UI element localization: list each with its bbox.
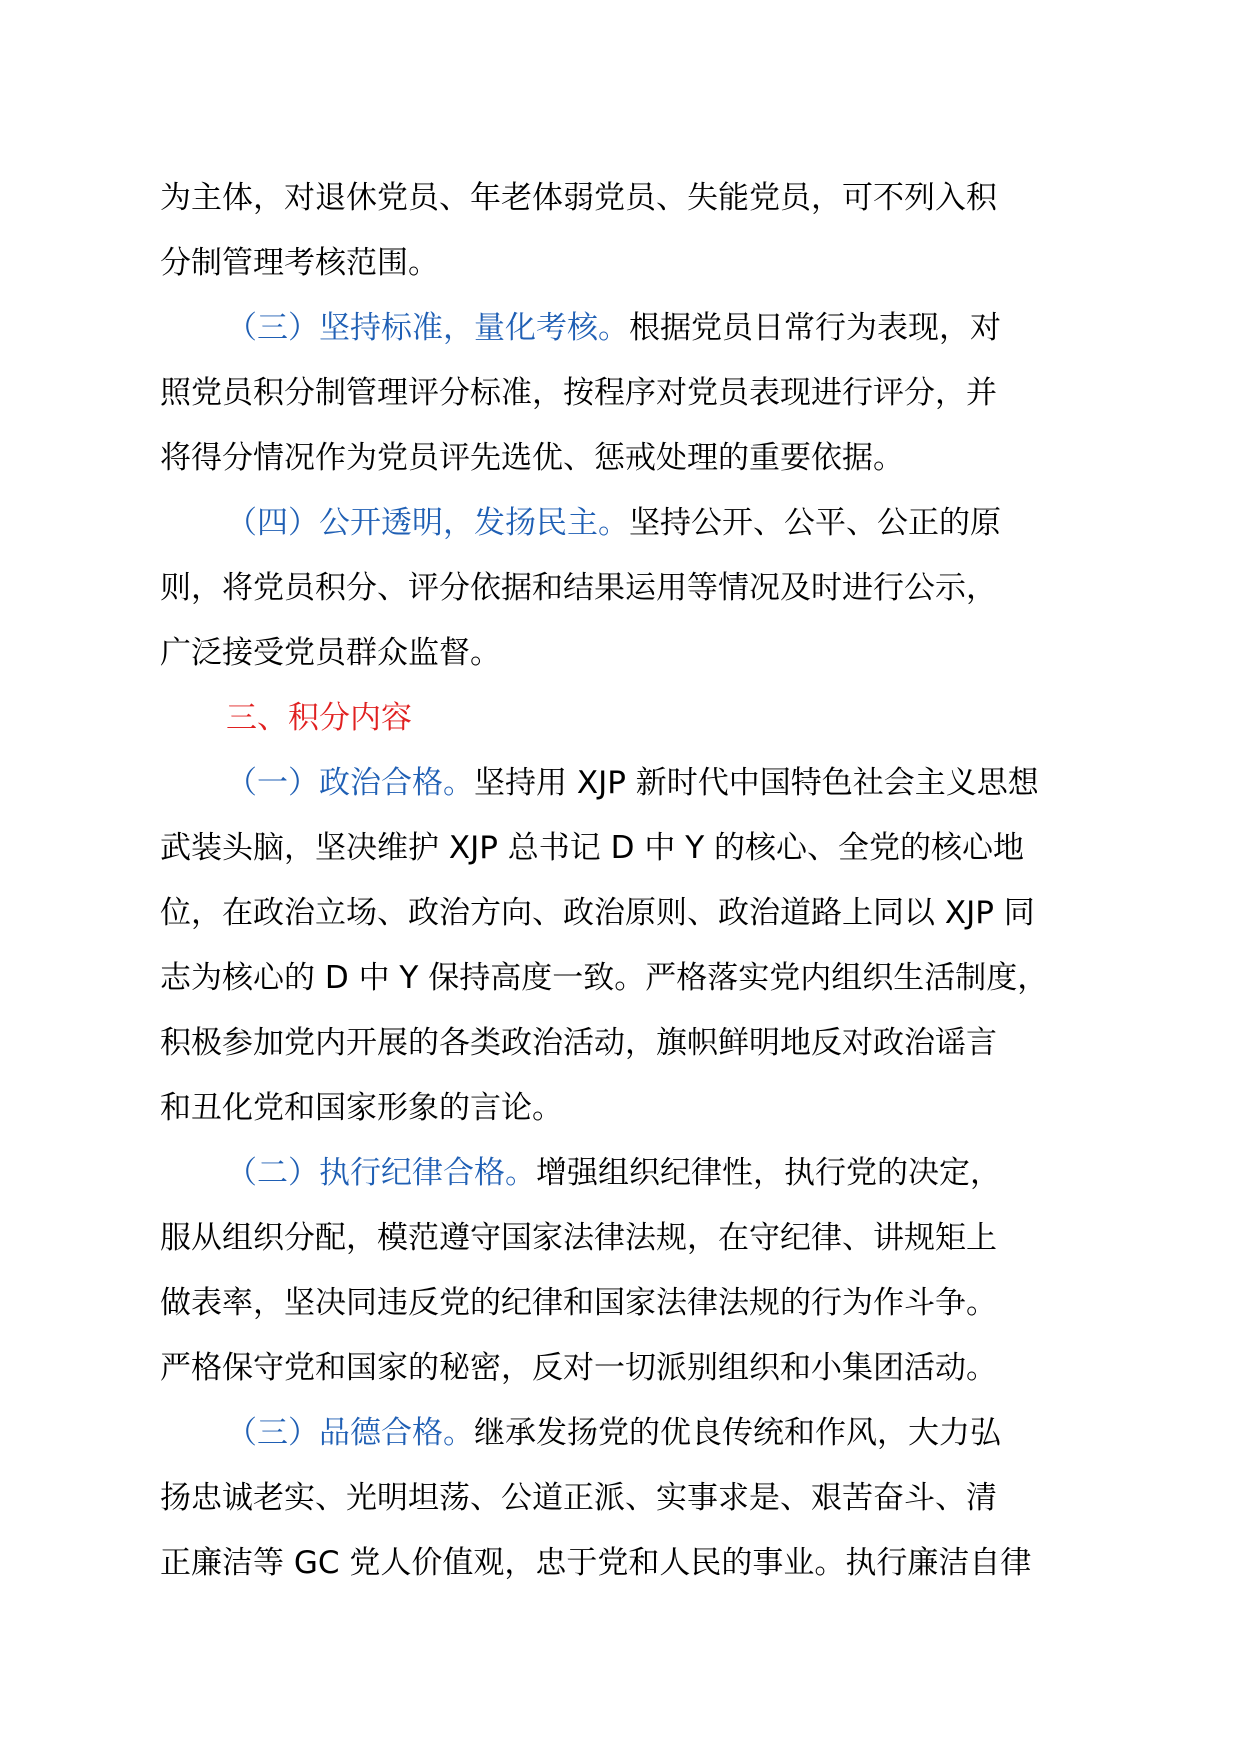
section-heading-line <box>160 686 1120 751</box>
body-text: 服从组织分配，模范遵守国家法律法规，在守纪律、讲规矩上 <box>160 1220 997 1256</box>
body-text: 积极参加党内开展的各类政治活动，旗帜鲜明地反对政治谣言 <box>160 1025 997 1061</box>
body-text: 广泛接受党员群众监督。 <box>160 635 501 671</box>
paragraph-line <box>160 1206 1120 1271</box>
body-text: 为主体，对退休党员、年老体弱党员、失能党员，可不列入积 <box>160 180 997 216</box>
paragraph-line <box>160 1531 1120 1596</box>
paragraph-line <box>160 1011 1120 1076</box>
body-text: 正廉洁等 GC 党人价值观，忠于党和人民的事业。执行廉洁自律 <box>160 1545 1032 1581</box>
subheading: （二）执行纪律合格。 <box>226 1155 536 1191</box>
body-text: 严格保守党和国家的秘密，反对一切派别组织和小集团活动。 <box>160 1350 997 1386</box>
body-text: 位，在政治立场、政治方向、政治原则、政治道路上同以 XJP 同 <box>160 895 1035 931</box>
body-text: 分制管理考核范围。 <box>160 245 439 281</box>
paragraph-line <box>160 1466 1120 1531</box>
body-text: 坚持公开、公平、公正的原 <box>629 505 1001 541</box>
body-text: 则，将党员积分、评分依据和结果运用等情况及时进行公示， <box>160 570 997 606</box>
paragraph-line <box>160 881 1120 946</box>
body-text: 将得分情况作为党员评先选优、惩戒处理的重要依据。 <box>160 440 904 476</box>
body-text: 和丑化党和国家形象的言论。 <box>160 1090 563 1126</box>
paragraph-line <box>160 166 1120 231</box>
paragraph-line <box>160 426 1120 491</box>
body-text: 继承发扬党的优良传统和作风，大力弘 <box>474 1415 1001 1451</box>
paragraph-line <box>160 1336 1120 1401</box>
subheading: （三）品德合格。 <box>226 1415 474 1451</box>
body-text: 做表率，坚决同违反党的纪律和国家法律法规的行为作斗争。 <box>160 1285 997 1321</box>
document-body <box>160 166 1120 1596</box>
paragraph-line <box>160 361 1120 426</box>
paragraph-line <box>160 816 1120 881</box>
paragraph-line <box>160 1141 1120 1206</box>
paragraph-line <box>160 296 1120 361</box>
body-text: 照党员积分制管理评分标准，按程序对党员表现进行评分，并 <box>160 375 997 411</box>
paragraph-line <box>160 556 1120 621</box>
section-heading: 三、积分内容 <box>226 700 412 736</box>
paragraph-line <box>160 751 1120 816</box>
paragraph-line <box>160 946 1120 1011</box>
subheading: （一）政治合格。 <box>226 765 474 801</box>
paragraph-line <box>160 621 1120 686</box>
paragraph-line <box>160 231 1120 296</box>
body-text: 增强组织纪律性，执行党的决定， <box>536 1155 1001 1191</box>
body-text: 坚持用 XJP 新时代中国特色社会主义思想 <box>474 765 1039 801</box>
subheading: （四）公开透明，发扬民主。 <box>226 505 629 541</box>
body-text: 武装头脑，坚决维护 XJP 总书记 D 中 Y 的核心、全党的核心地 <box>160 830 1025 866</box>
paragraph-line <box>160 1271 1120 1336</box>
paragraph-line <box>160 491 1120 556</box>
body-text: 根据党员日常行为表现，对 <box>629 310 1001 346</box>
body-text: 扬忠诚老实、光明坦荡、公道正派、实事求是、艰苦奋斗、清 <box>160 1480 997 1516</box>
body-text: 志为核心的 D 中 Y 保持高度一致。严格落实党内组织生活制度， <box>160 960 1049 996</box>
paragraph-line <box>160 1401 1120 1466</box>
subheading: （三）坚持标准，量化考核。 <box>226 310 629 346</box>
paragraph-line <box>160 1076 1120 1141</box>
